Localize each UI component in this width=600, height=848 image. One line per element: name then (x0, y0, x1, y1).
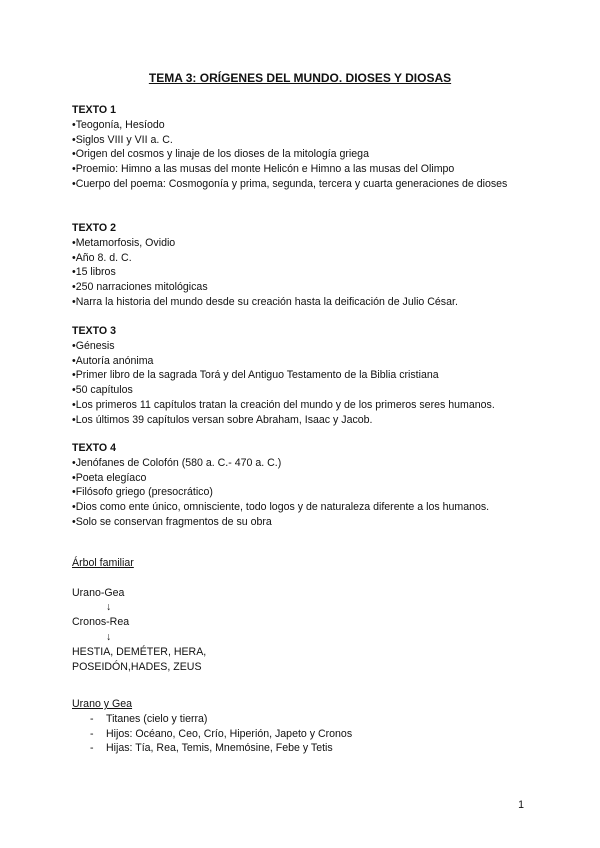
list-item: •Metamorfosis, Ovidio (72, 236, 176, 249)
list-item: •Autoría anónima (72, 354, 154, 367)
dash-bullet: - (90, 712, 94, 725)
section-heading: TEXTO 3 (72, 325, 116, 337)
list-item: •Teogonía, Hesíodo (72, 118, 165, 131)
dash-bullet: - (90, 742, 94, 755)
list-item (72, 741, 527, 756)
list-item: •Año 8. d. C. (72, 251, 132, 264)
tree-generation-3: HESTIA, DEMÉTER, HERA, (72, 645, 207, 658)
list-item: •Narra la historia del mundo desde su creación hasta la deificación de Julio César. (72, 295, 458, 308)
urano-gea-list (72, 712, 527, 756)
section-heading: TEXTO 2 (72, 222, 116, 234)
list-item: •50 capítulos (72, 384, 133, 397)
list-item: •Dios como ente único, omnisciente, todo logos y de naturaleza diferente a los humanos. (72, 501, 490, 514)
family-tree (72, 556, 527, 674)
dash-bullet: - (90, 727, 94, 740)
family-tree-heading: Árbol familiar (72, 557, 134, 569)
section-texto-3 (72, 324, 527, 428)
list-item-text: Hijos: Océano, Ceo, Crío, Hiperión, Japeto y Cronos (106, 727, 353, 740)
section-texto-1 (72, 103, 527, 192)
list-item: •Cuerpo del poema: Cosmogonía y prima, segunda, tercera y cuarta generaciones de dioses (72, 177, 508, 190)
list-item: •Génesis (72, 339, 115, 352)
down-arrow-icon: ↓ (106, 601, 112, 614)
page-title: TEMA 3: ORÍGENES DEL MUNDO. DIOSES Y DIOSAS (148, 71, 452, 85)
section-heading: TEXTO 1 (72, 104, 116, 116)
list-item: •Jenófanes de Colofón (580 a. C.- 470 a. C.) (72, 456, 282, 469)
list-item: •15 libros (72, 266, 116, 279)
down-arrow-icon: ↓ (106, 630, 112, 643)
list-item: •Siglos VIII y VII a. C. (72, 133, 173, 146)
list-item-text: Hijas: Tía, Rea, Temis, Mnemósine, Febe y Tetis (106, 742, 333, 755)
list-item: •Los últimos 39 capítulos versan sobre Abraham, Isaac y Jacob. (72, 413, 373, 426)
section-heading: TEXTO 4 (72, 442, 116, 454)
list-item: •250 narraciones mitológicas (72, 281, 208, 294)
tree-generation-1: Urano-Gea (72, 586, 125, 599)
page-number: 1 (518, 799, 524, 811)
list-item: •Poeta elegíaco (72, 471, 147, 484)
tree-generation-2: Cronos-Rea (72, 616, 130, 629)
tree-generation-3: POSEIDÓN,HADES, ZEUS (72, 660, 202, 673)
section-texto-4 (72, 441, 527, 530)
urano-gea-heading: Urano y Gea (72, 698, 133, 710)
list-item: •Solo se conservan fragmentos de su obra (72, 515, 272, 528)
section-texto-2 (72, 221, 527, 310)
list-item: •Origen del cosmos y linaje de los dioses de la mitología griega (72, 148, 369, 161)
list-item: •Primer libro de la sagrada Torá y del Antiguo Testamento de la Biblia cristiana (72, 369, 439, 382)
list-item: •Los primeros 11 capítulos tratan la creación del mundo y de los primeros seres humanos. (72, 398, 495, 411)
list-item: •Filósofo griego (presocrático) (72, 486, 213, 499)
list-item (72, 712, 527, 727)
list-item-text: Titanes (cielo y tierra) (106, 712, 208, 725)
list-item: •Proemio: Himno a las musas del monte Helicón e Himno a las musas del Olimpo (72, 163, 455, 176)
urano-gea-section (72, 697, 527, 756)
list-item (72, 727, 527, 742)
